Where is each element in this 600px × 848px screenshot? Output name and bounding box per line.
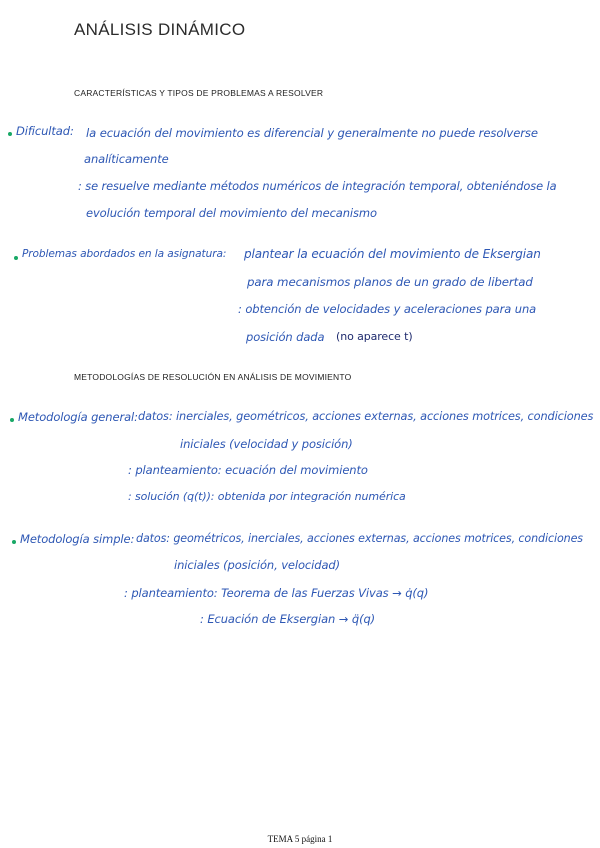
item-label-metodologia-simple: Metodología simple: <box>20 532 135 546</box>
bullet-icon <box>8 132 12 136</box>
item-label-metodologia-general: Metodología general: <box>18 410 138 424</box>
problemas-note: (no aparece t) <box>336 330 413 343</box>
simple-line-2: iniciales (posición, velocidad) <box>174 558 340 572</box>
general-line-4: : solución (q(t)): obtenida por integración numérica <box>128 490 406 503</box>
problemas-line-3: : obtención de velocidades y aceleraciones para una <box>238 302 537 316</box>
bullet-icon <box>10 418 14 422</box>
simple-line-1: datos: geométricos, inerciales, acciones externas, acciones motrices, condiciones <box>136 532 583 545</box>
dificultad-line-4: evolución temporal del movimiento del mecanismo <box>86 206 377 220</box>
problemas-line-4: posición dada <box>246 330 325 344</box>
dificultad-line-2: analíticamente <box>84 152 169 166</box>
section-heading-metodologias: METODOLOGÍAS DE RESOLUCIÓN EN ANÁLISIS DE MOVIMIENTO <box>74 372 352 382</box>
simple-line-3: : planteamiento: Teorema de las Fuerzas Vivas → q̇(q) <box>124 586 429 600</box>
dificultad-line-3: : se resuelve mediante métodos numéricos de integración temporal, obteniéndose la <box>78 179 557 193</box>
page-footer: TEMA 5 página 1 <box>267 834 333 844</box>
general-line-2: iniciales (velocidad y posición) <box>180 437 353 451</box>
general-line-1: datos: inerciales, geométricos, acciones externas, acciones motrices, condiciones <box>138 410 594 423</box>
problemas-line-1: plantear la ecuación del movimiento de Eksergian <box>244 247 541 261</box>
page-title: ANÁLISIS DINÁMICO <box>74 20 246 39</box>
simple-line-4: : Ecuación de Eksergian → q̈(q) <box>200 612 376 626</box>
problemas-line-2: para mecanismos planos de un grado de libertad <box>247 275 533 289</box>
general-line-3: : planteamiento: ecuación del movimiento <box>128 463 368 477</box>
item-label-dificultad: Dificultad: <box>16 124 74 138</box>
bullet-icon <box>12 540 16 544</box>
item-label-problemas: Problemas abordados en la asignatura: <box>22 248 227 260</box>
section-heading-characteristics: CARACTERÍSTICAS Y TIPOS DE PROBLEMAS A RESOLVER <box>74 88 324 98</box>
bullet-icon <box>14 256 18 260</box>
dificultad-line-1: la ecuación del movimiento es diferencial y generalmente no puede resolverse <box>86 126 538 140</box>
